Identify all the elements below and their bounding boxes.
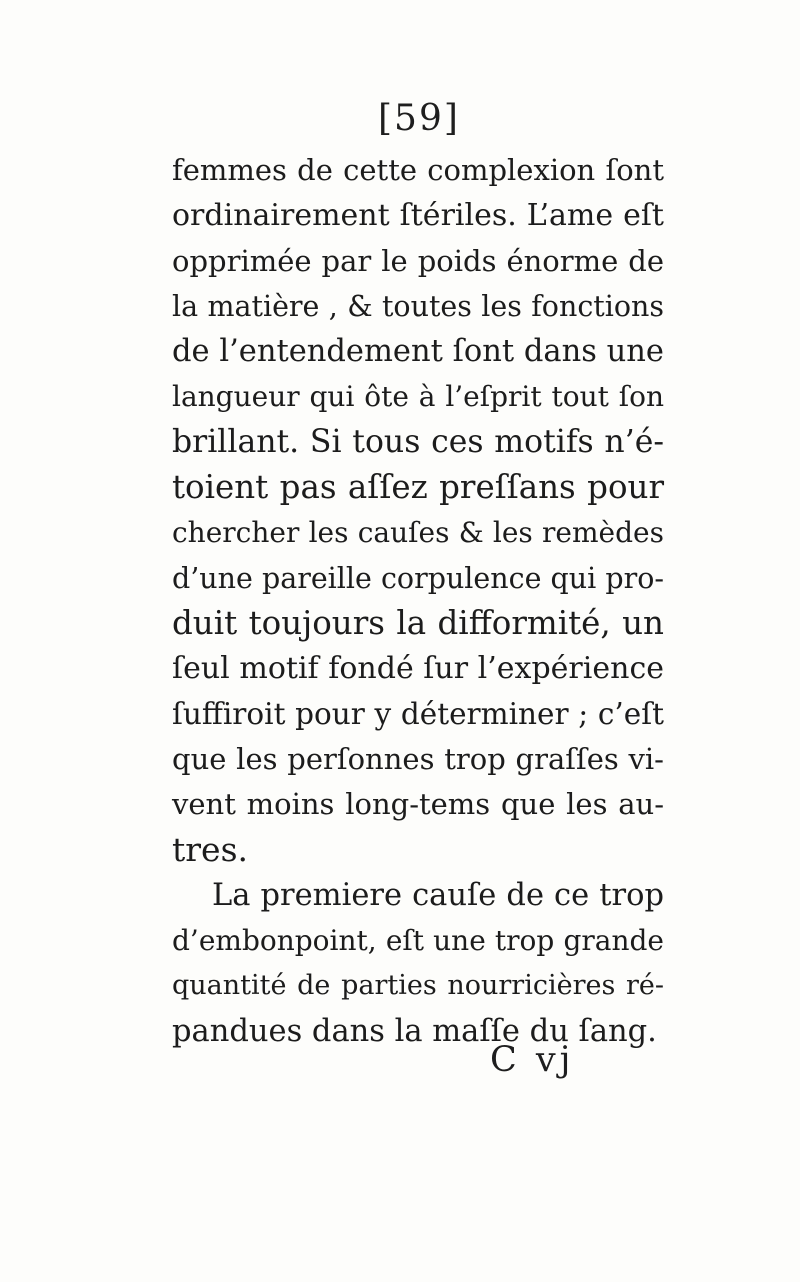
text-line: opprimée par le poids énorme de <box>172 243 664 278</box>
text-line: brillant. Si tous ces motifs n’é- <box>172 423 664 460</box>
text-line: la matière , & toutes les fonctions <box>172 289 664 323</box>
text-line: ſeul motif fondé ſur l’expérience <box>172 651 664 687</box>
text-line: quantité de parties nourricières ré- <box>172 970 664 1002</box>
text-line: langueur qui ôte à l’eſprit tout ſon <box>172 380 664 414</box>
text-line: vent moins long-tems que les au- <box>172 787 664 822</box>
text-line: chercher les cauſes & les remèdes <box>172 516 664 550</box>
body-text <box>172 148 664 1054</box>
text-line: d’une pareille corpulence qui pro- <box>172 561 664 595</box>
page-number: [59] <box>378 98 460 139</box>
text-line: femmes de cette complexion ſont <box>172 153 664 187</box>
text-line: tres. <box>172 830 248 870</box>
text-line: ordinairement ſtériles. L’ame eſt <box>172 198 664 234</box>
text-line: pandues dans la maſſe du ſang. <box>172 1013 657 1049</box>
text-line: ſuffiroit pour y déterminer ; c’eſt <box>172 696 664 731</box>
text-line: duit toujours la difformité, un <box>172 603 664 642</box>
paragraph-2 <box>172 873 664 1054</box>
text-line: toient pas aſſez preſſans pour <box>172 468 664 507</box>
text-line: que les perſonnes trop graſſes vi- <box>172 741 664 776</box>
text-line: d’embonpoint, eſt une trop grande <box>172 924 664 958</box>
paragraph-1 <box>172 148 664 873</box>
signature-mark: C vj <box>490 1040 575 1080</box>
text-line: de l’entendement ſont dans une <box>172 334 664 370</box>
text-line: La premiere cauſe de ce trop <box>212 877 664 913</box>
